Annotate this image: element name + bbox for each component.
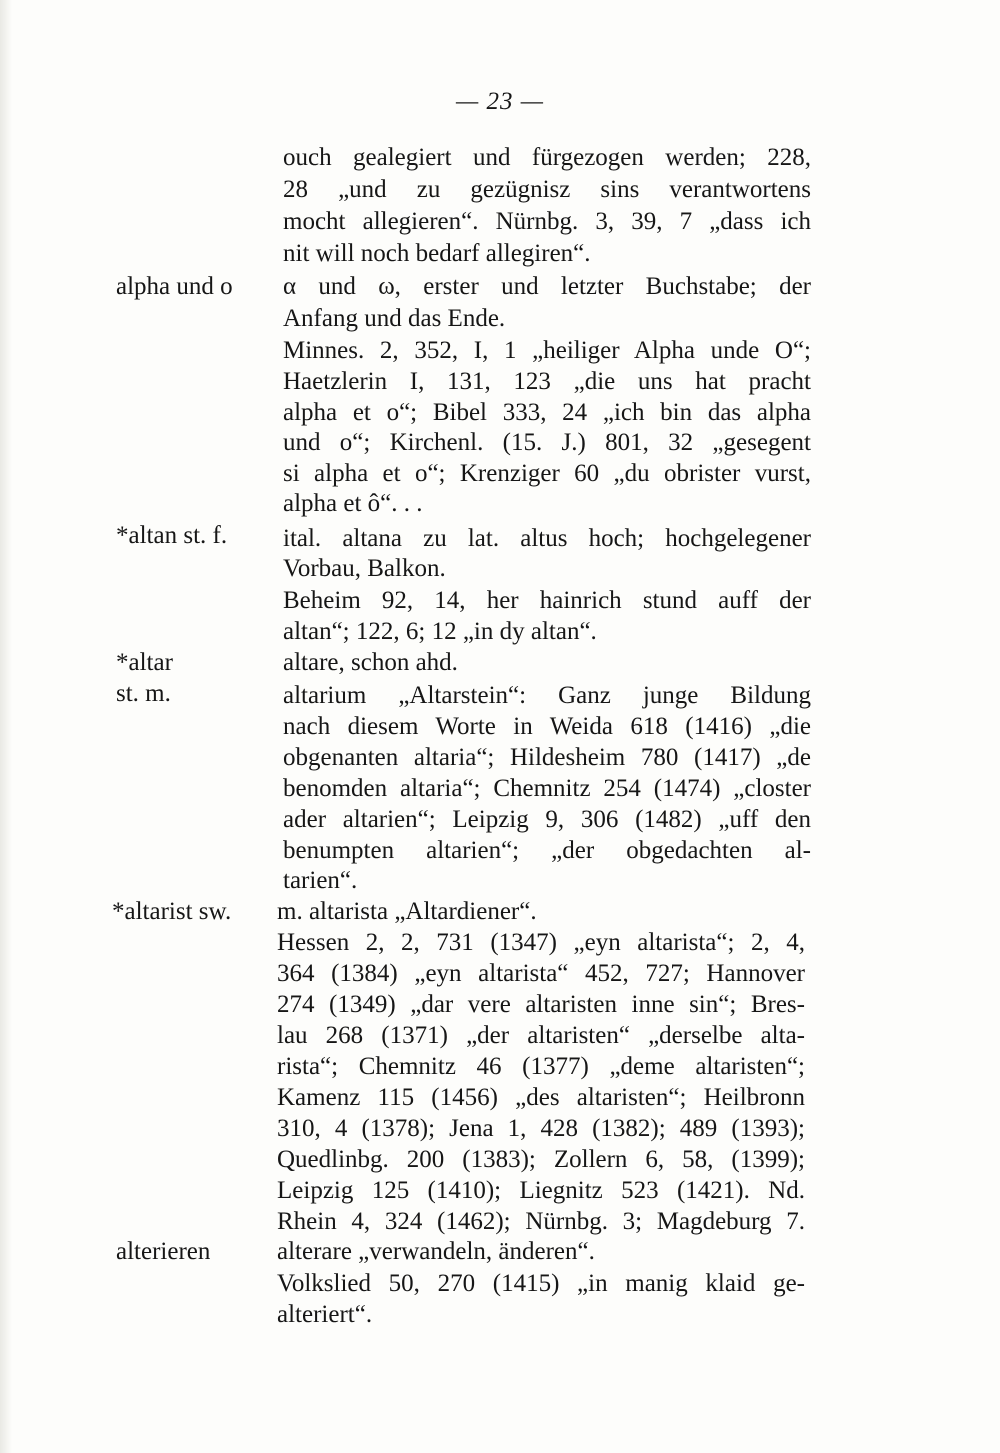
headword-altar: *altar	[116, 649, 173, 676]
entry-line: Hessen 2, 2, 731 (1347) „eyn altarista“; 2, 4,	[277, 929, 805, 956]
entry-line: benumpten altarien“; „der obgedachten al-	[283, 837, 811, 864]
entry-line: rista“; Chemnitz 46 (1377) „deme altaristen“;	[277, 1053, 805, 1080]
text-line: ouch gealegiert und fürgezogen werden; 228,	[283, 144, 811, 171]
entry-line: m. altarista „Altardiener“.	[277, 898, 537, 925]
headword-alterieren: alterieren	[116, 1238, 211, 1265]
entry-line: 310, 4 (1378); Jena 1, 428 (1382); 489 (1393);	[277, 1115, 805, 1142]
entry-line: Rhein 4, 324 (1462); Nürnbg. 3; Magdeburg 7.	[277, 1208, 805, 1235]
entry-line: Anfang und das Ende.	[283, 305, 506, 332]
page-edge-shadow	[0, 0, 12, 1453]
entry-line: ader altarien“; Leipzig 9, 306 (1482) „uff den	[283, 806, 811, 833]
text-line: mocht allegieren“. Nürnbg. 3, 39, 7 „dass ich	[283, 208, 811, 235]
entry-line: alpha et ô“. . .	[283, 490, 423, 517]
entry-line: obgenanten altaria“; Hildesheim 780 (1417) „de	[283, 744, 811, 771]
text-line: nit will noch bedarf allegiren“.	[283, 240, 591, 267]
entry-line: altarium „Altarstein“: Ganz junge Bildung	[283, 682, 811, 709]
entry-line: altan“; 122, 6; 12 „in dy altan“.	[283, 618, 597, 645]
entry-line: alterare „verwandeln, änderen“.	[277, 1238, 595, 1265]
entry-line: tarien“.	[283, 867, 358, 894]
entry-line: Kamenz 115 (1456) „des altaristen“; Heilbronn	[277, 1084, 805, 1111]
entry-line: benomden altaria“; Chemnitz 254 (1474) „closter	[283, 775, 811, 802]
entry-line: nach diesem Worte in Weida 618 (1416) „die	[283, 713, 811, 740]
text-line: 28 „und zu gezügnisz sins verantwortens	[283, 176, 811, 203]
headword-altan: *altan st. f.	[116, 522, 228, 549]
page-number: — 23 —	[456, 88, 544, 115]
entry-line: α und ω, erster und letzter Buchstabe; der	[283, 273, 811, 300]
entry-line: Haetzlerin I, 131, 123 „die uns hat pracht	[283, 368, 811, 395]
entry-line: Vorbau, Balkon.	[283, 555, 446, 582]
entry-line: si alpha et o“; Krenziger 60 „du obrister vurst,	[283, 460, 811, 487]
entry-line: altare, schon ahd.	[283, 649, 458, 676]
entry-line: Volkslied 50, 270 (1415) „in manig klaid ge-	[277, 1270, 805, 1297]
headword-altar-grammar: st. m.	[116, 680, 171, 707]
entry-line: alteriert“.	[277, 1301, 373, 1328]
headword-alpha: alpha und o	[116, 273, 233, 300]
headword-altarist: *altarist sw.	[112, 898, 232, 925]
entry-line: alpha et o“; Bibel 333, 24 „ich bin das alpha	[283, 399, 811, 426]
entry-line: lau 268 (1371) „der altaristen“ „derselbe alta-	[277, 1022, 805, 1049]
entry-line: Leipzig 125 (1410); Liegnitz 523 (1421). Nd.	[277, 1177, 805, 1204]
entry-line: Minnes. 2, 352, I, 1 „heiliger Alpha unde O“;	[283, 337, 811, 364]
entry-line: und o“; Kirchenl. (15. J.) 801, 32 „gesegent	[283, 429, 811, 456]
entry-line: ital. altana zu lat. altus hoch; hochgelegener	[283, 525, 811, 552]
entry-line: 364 (1384) „eyn altarista“ 452, 727; Hannover	[277, 960, 805, 987]
entry-line: 274 (1349) „dar vere altaristen inne sin“; Bres-	[277, 991, 805, 1018]
entry-line: Quedlinbg. 200 (1383); Zollern 6, 58, (1399);	[277, 1146, 805, 1173]
entry-line: Beheim 92, 14, her hainrich stund auff der	[283, 587, 811, 614]
